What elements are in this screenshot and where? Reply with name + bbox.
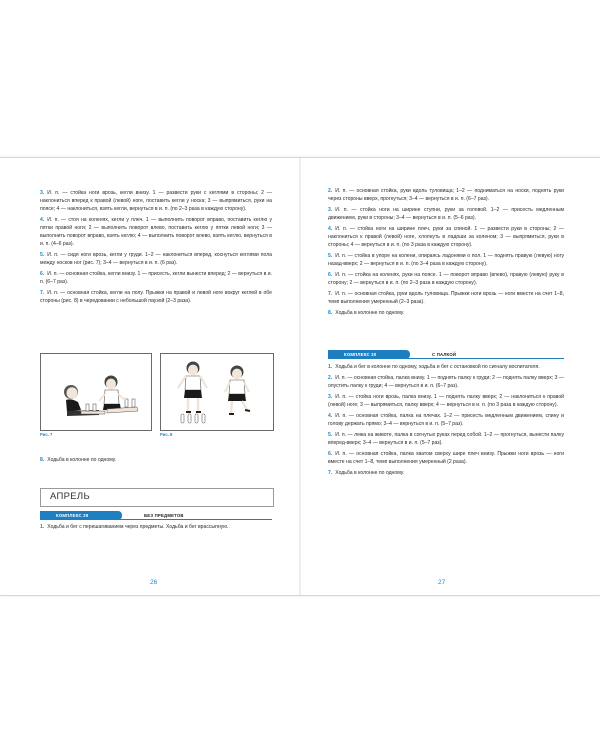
figure-8-caption: Рис. 8 [160,432,173,437]
complex-30-item-5: 5. И. п. — лежа на животе, палка в согнутых руках перед собой. 1–2 — прогнуться, вынести палку вперед-вверх; 3–4 — вернуться в и. п. (5–7 раз). [328,432,564,446]
book-gutter [299,158,301,595]
complex-29-label: КОМПЛЕКС 29 [56,513,89,519]
book-spread [0,157,600,596]
left-item-8-block [40,457,272,468]
right-item-5: 5. И. п. — стойка в упоре на колени, опираясь ладонями о пол. 1 — поднять правую (левую) ногу назад-вверх; 2 — вернуться в и. п. (по 3–4 раза в каждую сторону). [328,252,564,267]
right-page-number: 27 [438,579,446,586]
complex-30-type: С ПАЛКОЙ [432,352,457,358]
complex-30-item-4: 4. И. п. — основная стойка, палка на плечах. 1–2 — присесть медленным движением, спину и голову держать прямо; 3–4 — вернуться в и. п. (5–7 раз). [328,413,564,427]
complex-29-rule [40,519,272,520]
complex-30-item-6: 6. И. п. — основная стойка, палка хватом сверху шире плеч внизу. Прыжки ноги врозь — ноги вместе на счет 1–8, темп выполнения умеренный (2 раза). [328,451,564,465]
complex-29-header [40,511,272,520]
left-page [40,158,272,595]
right-item-3: 3. И. п. — стойка ноги на ширине ступни, руки за головой. 1–2 — присесть медленным движением, руки в стороны; 3–4 — вернуться в и. п. (5–6 раз). [328,207,564,221]
complex-30-item-7: 7. Ходьба в колонне по одному. [328,470,405,477]
right-item-7: 7. И. п. — основная стойка, руки вдоль туловища. Прыжки ноги врозь — ноги вместе на счет 1–8, темп выполнения умеренный (2–3 раза). [328,290,564,305]
figure-7-illustration [41,354,151,430]
figures-row [40,353,272,443]
right-item-2: 2. И. п. — основная стойка, руки вдоль туловища; 1–2 — подниматься на носки, поднять руки через стороны вверх, прогнуться; 3–4 — вернуться в и. п. (6–7 раз). [328,188,564,202]
figure-7 [40,353,152,431]
left-item-8: 8. Ходьба в колонне по одному. [40,457,117,463]
month-heading-box [40,488,274,507]
right-item-8: 8. Ходьба в колонне по одному. [328,309,405,316]
left-item-5: 5. И. п. — сидя ноги врозь, кегли у груди. 1–2 — наклониться вперед, коснуться кеглями пола между носков ног (рис. 7); 3–4 — вернуться в и. п. (6 раз). [40,251,272,266]
left-exercise-list [40,190,272,309]
right-exercise-list-bottom [328,364,564,481]
complex-30-item-2: 2. И. п. — основная стойка, палка внизу. 1 — поднять палку к груди; 2 — поднять палку вверх; 3 — опустить палку к груди; 4 — вернуться в и. п. (6–7 раз). [328,375,564,389]
left-item-6: 6. И. п. — основная стойка, кегли внизу. 1 — присесть, кегли вынести вперед; 2 — вернуться в и. п. (6–7 раз). [40,270,272,285]
complex-29-first-item-block [40,524,272,535]
right-exercise-list-top [328,188,564,321]
month-title: АПРЕЛЬ [50,491,90,502]
right-item-4: 4. И. п. — стойка ноги на ширине плеч, руки за спиной. 1 — развести руки в стороны; 2 — наклониться к правой (левой) ноге, хлопнуть в ладоши за коленом; 3 — выпрямиться, руки в стороны; 4 — вернуться в и. п. (по 3 раза в каждую сторону). [328,226,564,248]
complex-30-item-3: 3. И. п. — стойка ноги врозь, палка внизу. 1 — поднять палку вверх; 2 — наклониться к правой (левой) ноге; 3 — выпрямиться, палку вверх; 4 — вернуться в и. п. (по 3 раза в каждую сторону). [328,394,564,408]
complex-29-type: БЕЗ ПРЕДМЕТОВ [144,513,184,519]
complex-30-label: КОМПЛЕКС 30 [344,352,377,358]
figure-8-illustration [161,354,273,430]
complex-30-item-1: 1. Ходьба и бег в колонне по одному, ходьба и бег с остановкой по сигналу воспитателя. [328,364,540,370]
figure-8 [160,353,274,431]
left-item-7: 7. И. п. — основная стойка, кегли на полу. Прыжки на правой и левой ноге вокруг кеглей в обе стороны (рис. 8) в чередовании с небольшой паузой (2–3 раза). [40,289,272,304]
left-item-3: 3. И. п. — стойка ноги врозь, кегли внизу. 1 — развести руки с кеглями в стороны; 2 — наклониться вперед к правой (левой) ноге, поставить кегли у носка; 3 — выпрямиться, руки на поясе; 4 — наклониться, взять кегли, вернуться в и. п. (по 2–3 раза в каждую сторону). [40,190,272,212]
complex-29-item-1: 1. Ходьба и бег с перешагиванием через предметы. Ходьба и бег врассыпную. [40,524,229,530]
complex-30-rule [328,358,564,359]
figure-7-caption: Рис. 7 [40,432,53,437]
right-item-6: 6. И. п. — стойка на коленях, руки на поясе. 1 — поворот вправо (влево), правую (левую) руку в сторону; 2 — вернуться в и. п. (по 2–3 раза в каждую сторону). [328,271,564,286]
complex-30-header [328,350,564,359]
left-item-4: 4. И. п. — стоя на коленях, кегли у плеч. 1 — выполнить поворот вправо, поставить кеглю у пятки правой ноги; 2 — выполнить поворот влево, поставить кеглю у пятки левой ноги; 3 — выполнить поворот вправо, взять кеглю; 4 — выполнить поворот влево, взять кеглю, вернуться в и. п. (4–6 раз). [40,216,272,247]
left-page-number: 26 [150,579,158,586]
right-page [328,158,564,595]
